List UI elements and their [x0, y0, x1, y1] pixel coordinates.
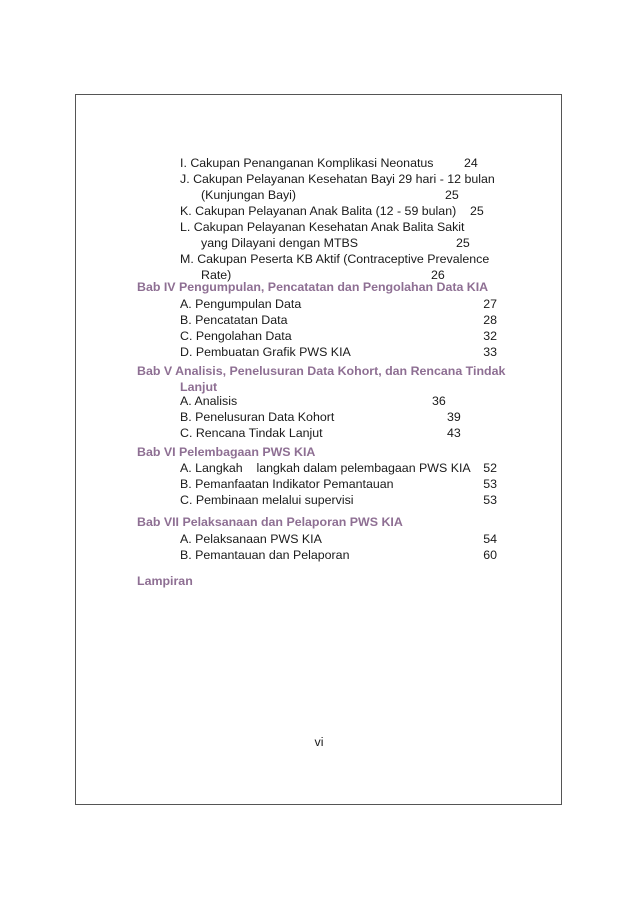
toc-entry-bab6-b[interactable]: B. Pemanfaatan Indikator Pemantauan — [180, 477, 394, 491]
toc-page-l: 25 — [456, 236, 470, 250]
toc-page-k: 25 — [470, 204, 484, 218]
toc-entry-bab4-a[interactable]: A. Pengumpulan Data — [180, 297, 302, 311]
toc-entry-bab6-a[interactable]: A. Langkah langkah dalam pelembagaan PWS KIA — [180, 461, 471, 475]
toc-entry-bab7-a[interactable]: A. Pelaksanaan PWS KIA — [180, 532, 322, 546]
toc-entry-bab5-c[interactable]: C. Rencana Tindak Lanjut — [180, 426, 323, 440]
toc-page-bab4-b: 28 — [483, 313, 497, 327]
toc-entry-bab6-c[interactable]: C. Pembinaan melalui supervisi — [180, 493, 354, 507]
toc-entry-bab5-b[interactable]: B. Penelusuran Data Kohort — [180, 410, 335, 424]
toc-page-bab6-c: 53 — [483, 493, 497, 507]
toc-entry-bab4-c[interactable]: C. Pengolahan Data — [180, 329, 292, 343]
toc-entry-bab5-a[interactable]: A. Analisis — [180, 394, 238, 408]
toc-page-bab5-c: 43 — [447, 426, 461, 440]
toc-page-bab5-b: 39 — [447, 410, 461, 424]
page-number: vi — [314, 735, 324, 749]
chapter-heading-bab5-cont[interactable]: Lanjut — [180, 380, 218, 394]
toc-entry-m-cont[interactable]: Rate) — [201, 268, 232, 282]
toc-entry-m[interactable]: M. Cakupan Peserta KB Aktif (Contraceptive Prevalence — [180, 252, 490, 266]
chapter-heading-bab5[interactable]: Bab V Analisis, Penelusuran Data Kohort, dan Rencana Tindak — [137, 364, 506, 378]
chapter-heading-bab4[interactable]: Bab IV Pengumpulan, Pencatatan dan Pengolahan Data KIA — [137, 280, 489, 294]
toc-entry-l[interactable]: L. Cakupan Pelayanan Kesehatan Anak Balita Sakit — [180, 220, 465, 234]
toc-page-bab4-a: 27 — [483, 297, 497, 311]
toc-page-bab6-a: 52 — [483, 461, 497, 475]
lampiran-heading[interactable]: Lampiran — [137, 574, 193, 588]
toc-page-bab4-d: 33 — [483, 345, 497, 359]
toc-page-bab5-a: 36 — [432, 394, 446, 408]
toc-entry-bab4-b[interactable]: B. Pencatatan Data — [180, 313, 288, 327]
toc-entry-k[interactable]: K. Cakupan Pelayanan Anak Balita (12 - 59 bulan) — [180, 204, 457, 218]
toc-page-j: 25 — [445, 188, 459, 202]
toc-entry-l-cont[interactable]: yang Dilayani dengan MTBS — [201, 236, 359, 250]
toc-entry-j-cont[interactable]: (Kunjungan Bayi) — [201, 188, 297, 202]
toc-entry-j[interactable]: J. Cakupan Pelayanan Kesehatan Bayi 29 hari - 12 bulan — [180, 172, 495, 186]
toc-page-bab6-b: 53 — [483, 477, 497, 491]
toc-entry-bab7-b[interactable]: B. Pemantauan dan Pelaporan — [180, 548, 350, 562]
chapter-heading-bab7[interactable]: Bab VII Pelaksanaan dan Pelaporan PWS KIA — [137, 515, 403, 529]
toc-page-bab4-c: 32 — [483, 329, 497, 343]
toc-page-i: 24 — [464, 156, 478, 170]
toc-page-bab7-b: 60 — [483, 548, 497, 562]
toc-page-m: 26 — [431, 268, 445, 282]
toc-entry-i[interactable]: I. Cakupan Penanganan Komplikasi Neonatus — [180, 156, 434, 170]
chapter-heading-bab6[interactable]: Bab VI Pelembagaan PWS KIA — [137, 445, 316, 459]
toc-entry-bab4-d[interactable]: D. Pembuatan Grafik PWS KIA — [180, 345, 351, 359]
toc-page-bab7-a: 54 — [483, 532, 497, 546]
